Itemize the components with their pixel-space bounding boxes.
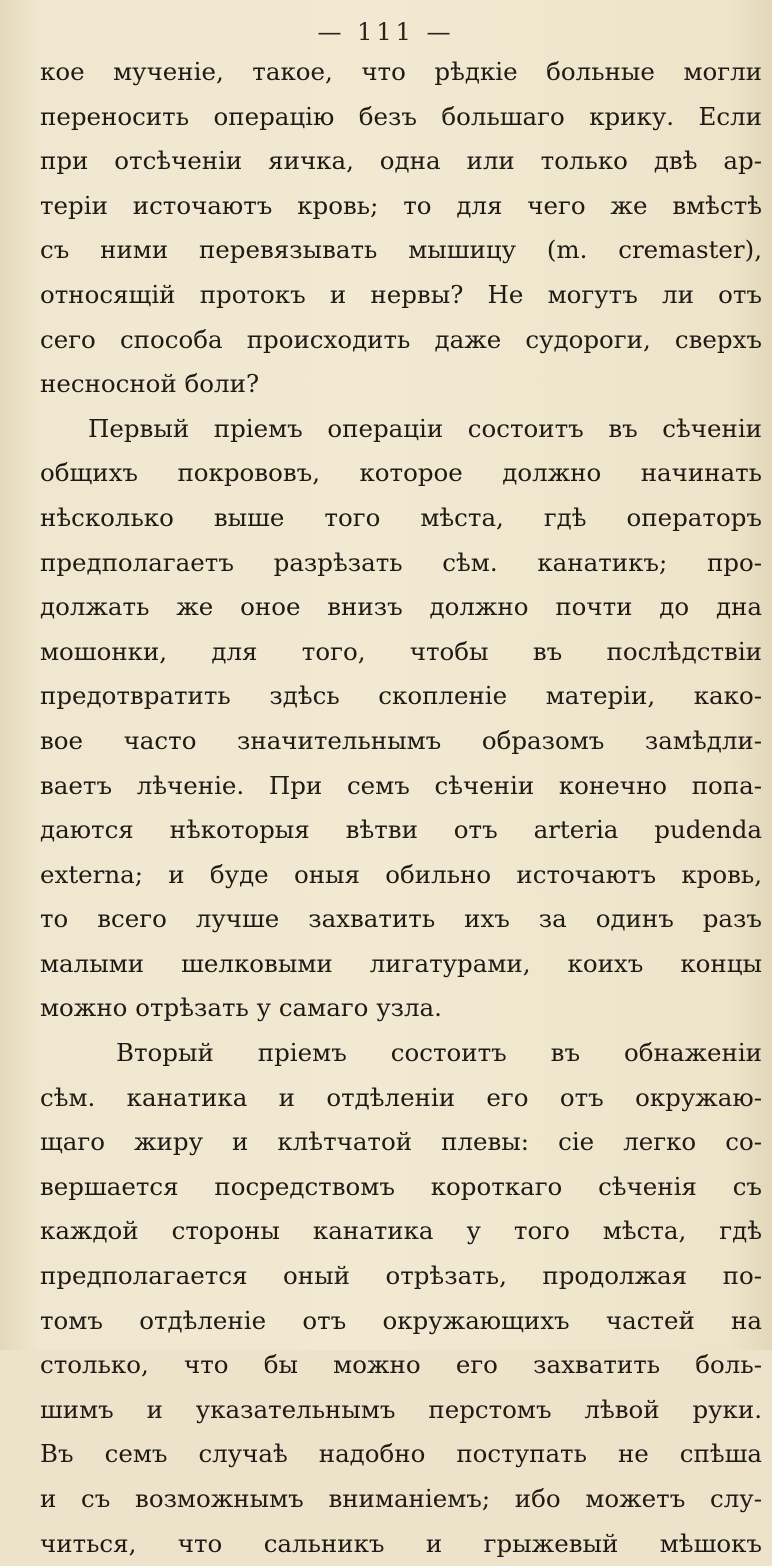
text-line: каждой стороны канатика у того мѣста, гдѣ	[40, 1216, 762, 1246]
text-line: даются нѣкоторыя вѣтви отъ arteria pudenda	[40, 815, 762, 845]
text-line: кое мученіе, такое, что рѣдкіе больные могли	[40, 57, 762, 86]
text-line: можно отрѣзать у самаго узла.	[40, 993, 442, 1023]
text-line: ваетъ лѣченіе. При семъ сѣченіи конечно попа-	[40, 770, 762, 800]
paragraph-start-line: Вторый пріемъ состоитъ въ обнаженіи	[116, 1038, 762, 1068]
text-line: малыми шелковыми лигатурами, коихъ концы	[40, 948, 762, 978]
text-line: читься, что сальникъ и грыжевый мѣшокъ	[40, 1528, 762, 1558]
text-line: несносной боли?	[40, 369, 260, 399]
text-line: Въ семъ случаѣ надобно поступать не спѣша	[40, 1439, 762, 1469]
text-line: предотвратить здѣсь скопленіе матеріи, како-	[40, 681, 762, 711]
text-line: то всего лучше захватить ихъ за одинъ разъ	[40, 904, 762, 934]
page-number: — 111 —	[317, 18, 455, 46]
paragraph-start-line: Первый пріемъ операціи состоитъ въ сѣченіи	[88, 413, 762, 443]
text-line: переносить операцію безъ большаго крику. Если	[40, 101, 762, 131]
text-line: при отсѣченіи яичка, одна или только двѣ ар-	[40, 146, 762, 176]
text-line: томъ отдѣленіе отъ окружающихъ частей на	[40, 1305, 762, 1335]
text-line: теріи источаютъ кровь; то для чего же вмѣстѣ	[40, 190, 762, 220]
text-line: общихъ покрововъ, которое должно начинать	[40, 458, 762, 488]
text-line: вершается посредствомъ короткаго сѣченія съ	[40, 1171, 762, 1201]
text-line: предполагаетъ разрѣзать сѣм. канатикъ; про-	[40, 547, 762, 577]
text-line: сего способа происходить даже судороги, сверхъ	[40, 324, 762, 354]
text-line: должать же оное внизъ должно почти до дна	[40, 592, 762, 622]
text-line: нѣсколько выше того мѣста, гдѣ операторъ	[40, 502, 762, 532]
text-line: вое часто значительнымъ образомъ замѣдли-	[40, 725, 762, 755]
text-line: щаго жиру и клѣтчатой плевы: сіе легко со-	[40, 1127, 762, 1157]
page-text	[40, 50, 762, 1566]
text-line: мошонки, для того, чтобы въ послѣдствіи	[40, 636, 762, 666]
text-line: предполагается оный отрѣзать, продолжая по-	[40, 1261, 762, 1291]
text-line: столько, что бы можно его захватить боль-	[40, 1350, 762, 1380]
text-line: относящій протокъ и нервы? Не могутъ ли отъ	[40, 279, 762, 309]
text-line: и съ возможнымъ вниманіемъ; ибо можетъ слу-	[40, 1484, 762, 1513]
text-line: съ ними перевязывать мышицу (m. cremaster),	[40, 235, 762, 265]
text-line: шимъ и указательнымъ перстомъ лѣвой руки.	[40, 1394, 762, 1424]
text-line: externa; и буде оныя обильно источаютъ кровь,	[40, 859, 762, 889]
text-line: сѣм. канатика и отдѣленіи его отъ окружаю-	[40, 1082, 762, 1112]
